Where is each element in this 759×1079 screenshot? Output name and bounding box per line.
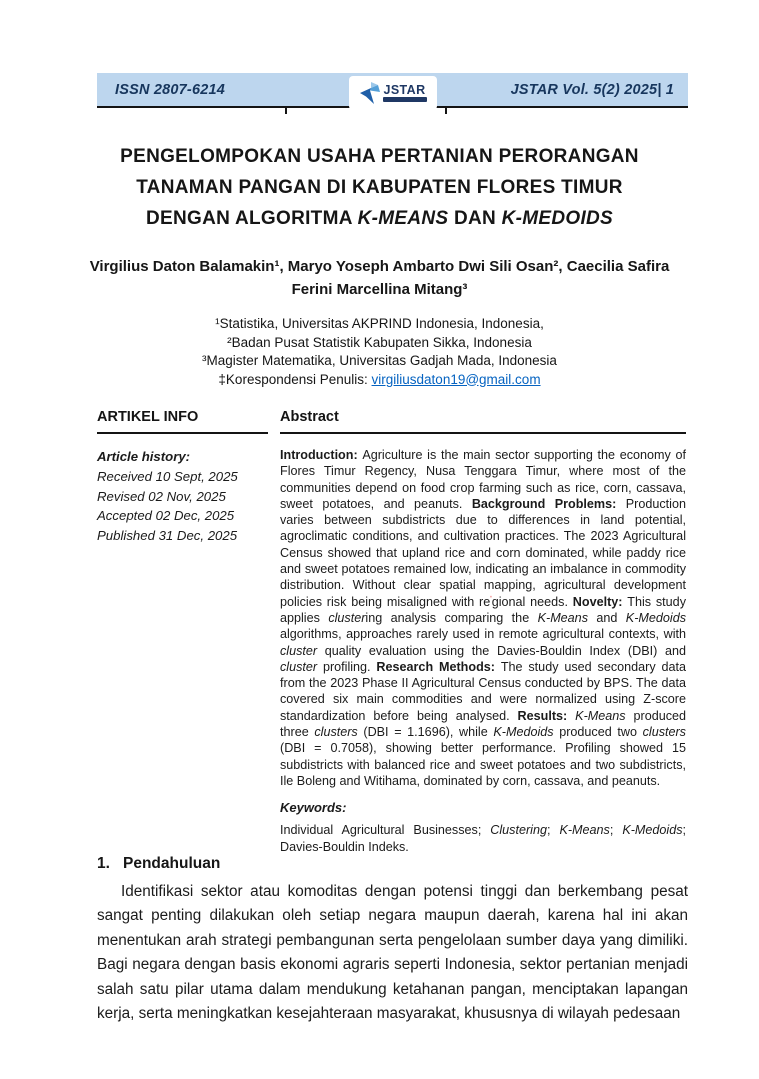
journal-header-band: [97, 73, 688, 108]
jstar-logo-icon: [359, 81, 381, 105]
jstar-logo-wordmark: JSTAR: [383, 82, 426, 97]
affiliation-1: ¹Statistika, Universitas AKPRIND Indonesia, Indonesia,: [215, 316, 544, 331]
history-published: Published 31 Dec, 2025: [97, 528, 238, 544]
article-history-label: Article history:: [97, 449, 191, 464]
volume-page-label: JSTAR Vol. 5(2) 2025| 1: [510, 81, 674, 98]
abstract-paragraph: Introduction: Agriculture is the main sector supporting the economy of Flores Timur Regency, Nusa Tenggara Timur, where most of the communities depend on food crop farming such as rice, corn, cassava, sweet potatoes, and peanuts. Background Problems: Production varies between subdistricts due to differences in land potential, agroclimatic conditions, and cultivation practices. The 2023 Agricultural Census showed that upland rice and corn dominated, while paddy rice and sweet potatoes remained low, indicating an imbalance in commodity distribution. Without clear spatial mapping, agricultural development policies risk being misaligned with $re^ʹgional$ needs. Novelty: This study applies clustering analysis comparing the K-Means and K-Medoids algorithms, approaches rarely used in remote agricultural contexts, with cluster quality evaluation using the Davies-Bouldin Index (DBI) and cluster profiling. Research Methods: The study used secondary data from the 2023 Phase II Agricultural Census conducted by BPS. The data covered six main commodities and were normalized using Z-score standardization before being analysed. Results: K-Means produced three clusters (DBI = 1.1696), while K-Medoids produced two clusters (DBI = 0.7058), showing better performance. Profiling showed 15 subdistricts with balanced rice and sweet potatoes and two subdistricts, Ile Boleng and Witihama, dominated by corn, cassava, and peanuts.: [280, 448, 687, 788]
header-rule-tick-left: [285, 108, 287, 114]
section-1-paragraph: Identifikasi sektor atau komoditas dengan potensi tinggi dan berkembang pesat sangat penting dilakukan oleh setiap negara maupun daerah, karena hal ini akan menentukan arah strategi pembangunan serta pengelolaan sumber daya yang dimiliki. Bagi negara dengan basis ekonomi agraris seperti Indonesia, sektor pertanian menjadi salah satu pilar utama dalam mendukung ketahanan pangan, menciptakan lapangan kerja, serta meningkatkan kesejahteraan masyarakat, khususnya di wilayah pedesaan: [97, 883, 688, 1023]
header-rule-tick-right: [445, 108, 447, 114]
article-info-column: [97, 409, 268, 546]
article-title: PENGELOMPOKAN USAHA PERTANIAN PERORANGAN TANAMAN PANGAN DI KABUPATEN FLORES TIMUR DENGAN ALGORITMA K-MEANS DAN K-MEDOIDS: [120, 146, 639, 229]
history-received: Received 10 Sept, 2025: [97, 468, 238, 484]
section-1-heading: [97, 855, 688, 873]
affiliation-2: ²Badan Pusat Statistik Kabupaten Sikka, Indonesia: [227, 334, 532, 350]
correspondence-email-link[interactable]: virgiliusdaton19@gmail.com: [371, 371, 541, 387]
jstar-logo: [349, 76, 437, 110]
keywords-label: Keywords:: [280, 800, 347, 816]
abstract-heading: Abstract: [280, 409, 686, 434]
jstar-logo-tagline-bar: [383, 97, 427, 102]
keywords-list: Individual Agricultural Businesses; Clustering; K-Means; K-Medoids; Davies-Bouldin Indeks.: [280, 823, 687, 854]
article-history-block: [97, 447, 268, 546]
issn-label: ISSN 2807-6214: [115, 81, 226, 98]
correspondence-line: [84, 371, 675, 390]
affiliation-3: ³Magister Matematika, Universitas Gadjah Mada, Indonesia: [202, 353, 557, 368]
section-1-title: Pendahuluan: [123, 855, 221, 872]
section-1-number: 1.: [97, 855, 110, 872]
artikel-info-heading: ARTIKEL INFO: [97, 409, 268, 434]
jstar-logo-text-stack: [383, 84, 427, 103]
history-revised: Revised 02 Nov, 2025: [97, 488, 226, 504]
abstract-column: [280, 409, 686, 855]
affiliations-block: [84, 315, 675, 389]
correspondence-label: ‡Korespondensi Penulis:: [218, 371, 372, 387]
author-list: Virgilius Daton Balamakin¹, Maryo Yoseph Ambarto Dwi Sili Osan², Caecilia Safira Ferini Marcellina Mitang³: [89, 258, 670, 298]
history-accepted: Accepted 02 Dec, 2025: [97, 508, 235, 524]
